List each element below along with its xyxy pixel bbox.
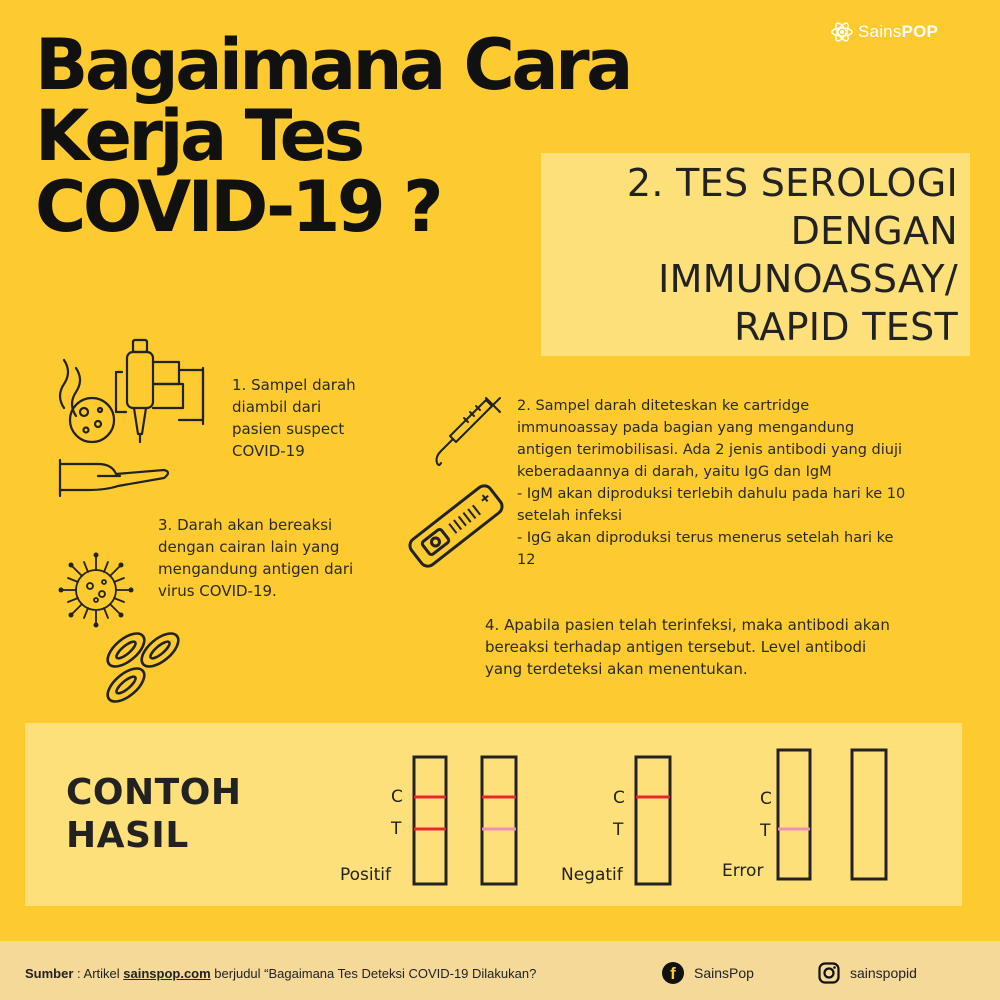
t-label: T <box>391 819 402 839</box>
title-line: COVID-19 ? <box>35 166 441 248</box>
subtitle-line: 2. TES SEROLOGI <box>626 161 958 205</box>
step-2-text: 2. Sampel darah diteteskan ke cartridge immunoassay pada bagian yang mengandung antigen terimobilisasi. Ada 2 jenis antibodi yang diuji keberadaannya di darah, yaitu IgG dan IgM - IgM akan diproduksi terlebih dahulu pada hari ke 10 setelah infeksi - IgG akan diproduksi terus menerus setelah hari ke 12 <box>517 398 906 568</box>
c-label: C <box>391 787 403 807</box>
footer-source: Sumber : Artikel sainspop.com berjudul “Bagaimana Tes Deteksi COVID-19 Dilakukan? <box>25 966 537 981</box>
instagram-link[interactable] <box>818 962 917 984</box>
facebook-link[interactable] <box>662 962 754 984</box>
t-label: T <box>613 820 624 840</box>
subtitle-line: DENGAN <box>790 209 958 253</box>
step-3-text: 3. Darah akan bereaksi dengan cairan lain yang mengandung antigen dari virus COVID-19. <box>158 516 354 600</box>
c-label: C <box>613 788 625 808</box>
c-label: C <box>760 789 772 809</box>
subtitle-line: IMMUNOASSAY/ <box>658 257 958 301</box>
source-label: Sumber <box>25 966 74 981</box>
error-label: Error <box>722 861 764 881</box>
negative-label: Negatif <box>561 865 623 885</box>
step-4-text: 4. Apabila pasien telah terinfeksi, maka antibodi akan bereaksi terhadap antigen tersebut. Level antibodi yang terdeteksi akan menentukan. <box>485 616 890 678</box>
step-1-text: 1. Sampel darah diambil dari pasien suspect COVID-19 <box>232 376 356 460</box>
title-line: Bagaimana Cara <box>35 24 630 106</box>
instagram-handle: sainspopid <box>850 965 917 981</box>
facebook-handle: SainsPop <box>694 965 754 981</box>
positive-label: Positif <box>340 865 391 885</box>
t-label: T <box>760 821 771 841</box>
facebook-icon: f <box>662 962 684 984</box>
source-link[interactable]: sainspop.com <box>123 966 211 981</box>
subtitle-line: RAPID TEST <box>734 305 958 349</box>
error-strip-1 <box>778 750 810 879</box>
positive-strip-2 <box>482 757 516 884</box>
error-strip-2 <box>852 750 886 879</box>
negative-strip <box>636 757 670 884</box>
brand-name: SainsPOP <box>858 22 939 41</box>
instagram-icon <box>818 962 840 984</box>
title-line: Kerja Tes <box>35 95 362 177</box>
results-title: CONTOH HASIL <box>66 772 242 856</box>
positive-strip-1 <box>414 757 446 884</box>
